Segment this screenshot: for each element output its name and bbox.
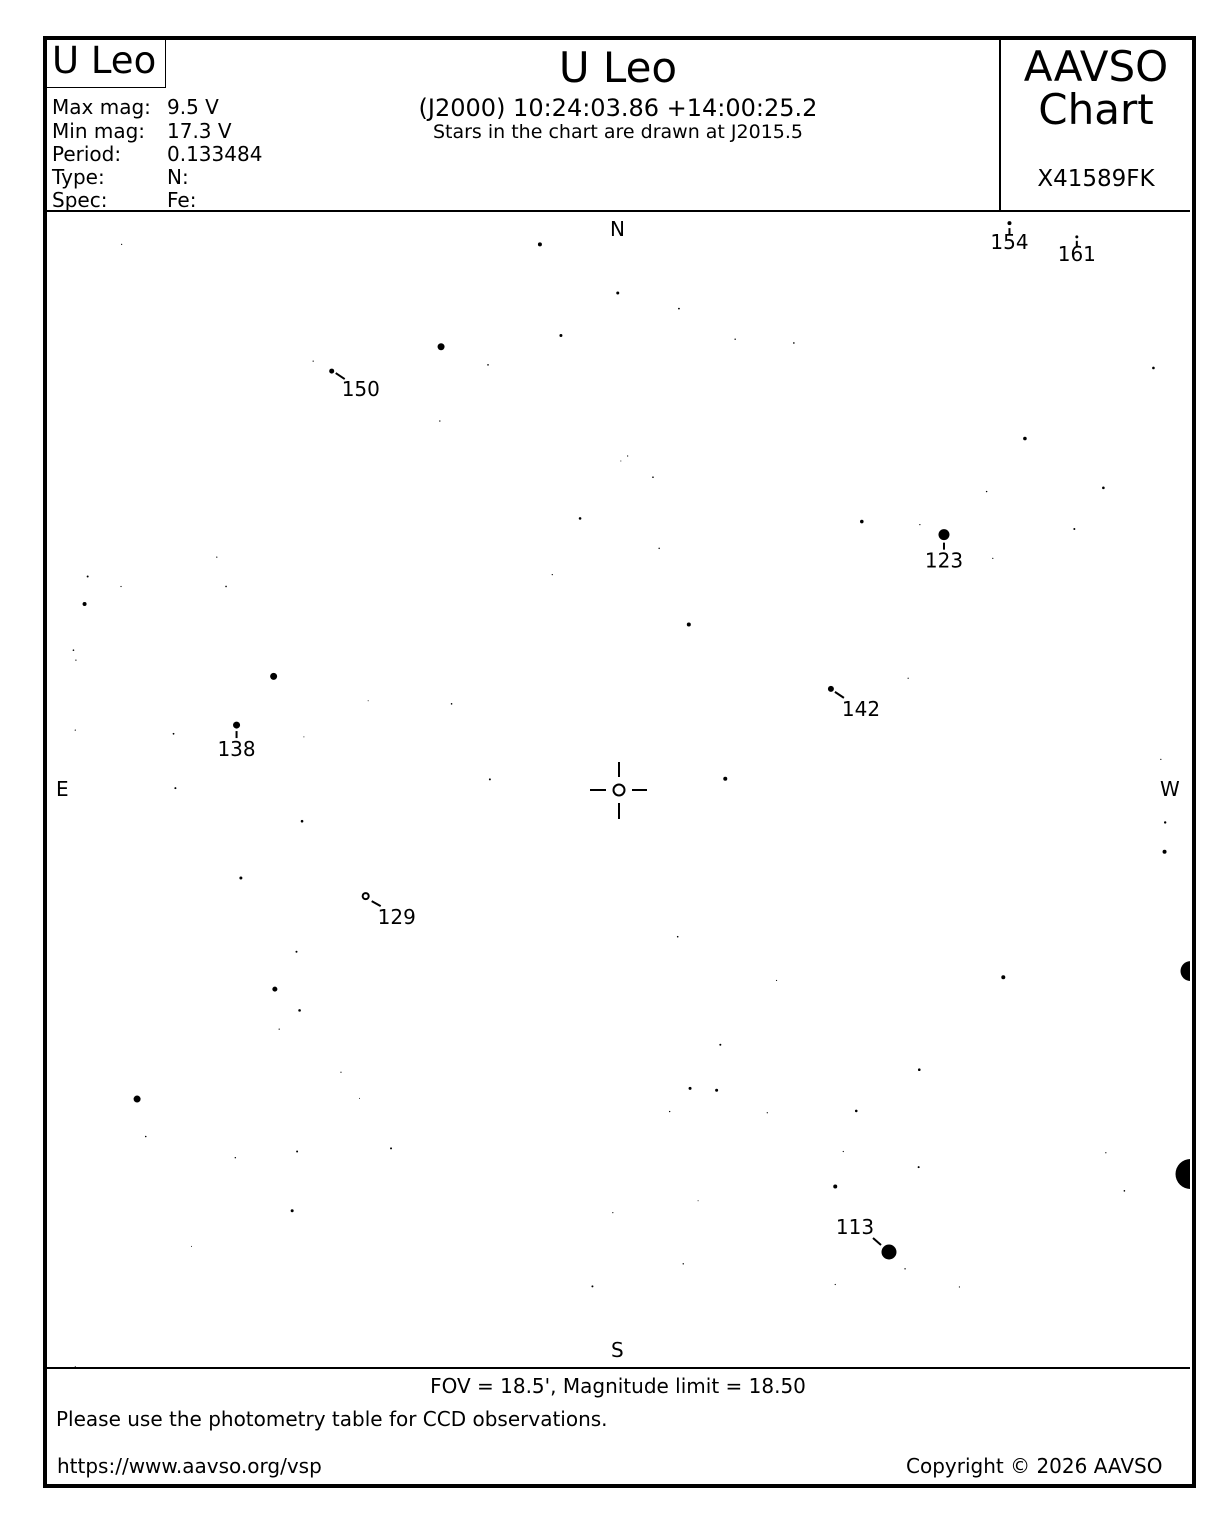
- field-star: [279, 1029, 280, 1030]
- comparison-star-150: [329, 369, 380, 402]
- ccd-note: Please use the photometry table for CCD observations.: [56, 1407, 608, 1431]
- comparison-label: 142: [841, 696, 881, 721]
- label-tick: [873, 1238, 881, 1245]
- epoch-note: Stars in the chart are drawn at J2015.5: [432, 121, 804, 143]
- field-star: [767, 1112, 768, 1113]
- field-star: [833, 1184, 837, 1188]
- field-star: [1102, 487, 1105, 490]
- field-star: [855, 1110, 858, 1113]
- info-value: 0.133484: [167, 142, 263, 166]
- comparison-star-dot: [233, 722, 240, 729]
- comparison-label: 113: [835, 1215, 875, 1239]
- field-star: [301, 820, 304, 823]
- fov-text: FOV = 18.5', Magnitude limit = 18.50: [430, 1374, 806, 1398]
- field-star: [75, 1366, 76, 1367]
- field-star: [612, 1212, 613, 1213]
- field-star: [579, 517, 582, 520]
- comparison-star-154: [990, 221, 1028, 254]
- coordinates: (J2000) 10:24:03.86 +14:00:25.2: [418, 94, 818, 122]
- comparison-star-dot: [938, 529, 949, 540]
- field-star: [270, 673, 277, 680]
- field-star: [295, 951, 297, 953]
- field-star: [439, 420, 440, 421]
- field-star: [298, 1009, 301, 1012]
- info-label: Type:: [52, 165, 105, 189]
- info-label: Max mag:: [52, 95, 151, 119]
- compass-south: S: [611, 1338, 624, 1362]
- field-star: [87, 575, 89, 577]
- field-star: [1023, 437, 1027, 441]
- field-star: [908, 678, 909, 679]
- info-value: 17.3 V: [167, 119, 232, 143]
- field-star: [687, 623, 691, 627]
- info-value: N:: [167, 165, 189, 189]
- variable-marker: [364, 894, 368, 898]
- field-star: [1163, 850, 1167, 854]
- field-star: [776, 980, 777, 981]
- field-star: [145, 1136, 147, 1138]
- field-star: [1105, 1152, 1106, 1153]
- comparison-label: 138: [217, 737, 256, 762]
- field-star: [390, 1147, 392, 1149]
- field-star: [487, 364, 489, 366]
- comparison-star-113: [836, 1215, 897, 1260]
- comparison-star-161: [1058, 235, 1096, 266]
- field-star: [860, 520, 864, 524]
- field-star: [1176, 1159, 1206, 1189]
- comparison-star-123: [925, 529, 963, 573]
- comparison-star-142: [828, 686, 880, 721]
- field-star: [291, 1209, 294, 1212]
- comparison-star-129: [362, 892, 416, 929]
- compass-east: E: [56, 777, 69, 801]
- field-star: [986, 491, 987, 492]
- field-star: [1073, 528, 1075, 530]
- field-star: [918, 1068, 921, 1071]
- field-star: [918, 1166, 920, 1168]
- field-star: [683, 1263, 684, 1264]
- field-star: [120, 586, 121, 587]
- field-star: [719, 1044, 721, 1046]
- comparison-star-dot: [828, 686, 834, 692]
- comparison-star-138: [217, 722, 255, 762]
- field-star: [843, 1151, 844, 1152]
- comparison-label: 161: [1057, 241, 1096, 266]
- comparison-stars: [217, 217, 1096, 1259]
- info-value: Fe:: [167, 188, 197, 212]
- field-star: [174, 787, 176, 789]
- field-star: [723, 777, 727, 781]
- compass-north: N: [610, 217, 625, 241]
- field-star: [591, 1285, 593, 1287]
- target-reticle: [590, 762, 647, 819]
- field-stars: [73, 206, 1206, 1367]
- field-star: [222, 206, 223, 207]
- field-star: [296, 1150, 298, 1152]
- field-star: [552, 574, 553, 575]
- chart-title: U Leo: [558, 43, 678, 92]
- field-star: [715, 1089, 718, 1092]
- star-name-label: U Leo: [52, 39, 157, 82]
- field-star: [1152, 367, 1155, 370]
- field-star: [627, 455, 628, 456]
- field-star: [235, 1157, 236, 1158]
- brand-chart: Chart: [1038, 85, 1154, 134]
- field-star: [216, 557, 217, 558]
- field-star: [340, 1072, 341, 1073]
- field-star: [313, 360, 314, 361]
- field-star: [438, 343, 445, 350]
- field-star: [734, 339, 735, 340]
- field-star: [173, 733, 175, 735]
- field-star: [451, 703, 453, 705]
- copyright-text: Copyright © 2026 AAVSO: [906, 1454, 1163, 1478]
- info-label: Period:: [52, 142, 122, 166]
- field-star: [121, 244, 122, 245]
- field-star: [678, 308, 680, 310]
- comparison-star-dot: [1007, 221, 1011, 225]
- field-star: [1164, 821, 1166, 823]
- field-star: [559, 334, 562, 337]
- brand-aavso: AAVSO: [1023, 42, 1169, 91]
- field-star: [239, 877, 242, 880]
- comparison-star-dot: [1075, 235, 1078, 238]
- field-star: [919, 524, 920, 525]
- info-label: Spec:: [52, 188, 108, 212]
- field-star: [191, 1246, 192, 1247]
- field-star: [689, 1087, 692, 1090]
- field-star: [368, 700, 369, 701]
- field-star: [616, 292, 619, 295]
- comparison-label: 129: [377, 905, 416, 930]
- field-star: [1160, 759, 1161, 760]
- field-star: [669, 1111, 670, 1112]
- field-star: [1181, 961, 1201, 981]
- field-star: [73, 649, 75, 651]
- field-star: [303, 736, 304, 737]
- field-star: [1001, 975, 1005, 979]
- compass-west: W: [1160, 777, 1180, 801]
- field-star: [620, 460, 621, 461]
- chart-id: X41589FK: [1037, 166, 1155, 192]
- field-star: [992, 558, 993, 559]
- field-star: [225, 586, 227, 588]
- field-star: [272, 987, 277, 992]
- field-star: [134, 1096, 141, 1103]
- field-star: [1124, 1190, 1126, 1192]
- field-star: [652, 476, 654, 478]
- field-star: [538, 242, 542, 246]
- comparison-label: 150: [341, 377, 380, 402]
- comparison-star-dot: [329, 369, 334, 374]
- vsp-link[interactable]: https://www.aavso.org/vsp: [57, 1454, 322, 1478]
- field-star: [959, 1286, 960, 1287]
- field-star: [904, 1268, 905, 1269]
- field-star: [489, 778, 491, 780]
- comparison-label: 123: [924, 548, 964, 573]
- field-star: [83, 602, 87, 606]
- field-star: [677, 936, 679, 938]
- field-star: [793, 342, 795, 344]
- field-star: [359, 1098, 360, 1099]
- field-star: [658, 548, 659, 549]
- comparison-star-dot: [881, 1245, 896, 1260]
- info-label: Min mag:: [52, 119, 146, 143]
- info-value: 9.5 V: [167, 95, 219, 119]
- field-star: [75, 729, 76, 730]
- comparison-label: 154: [990, 230, 1029, 255]
- field-star: [835, 1284, 836, 1285]
- field-star: [75, 660, 76, 661]
- field-star: [698, 1200, 699, 1201]
